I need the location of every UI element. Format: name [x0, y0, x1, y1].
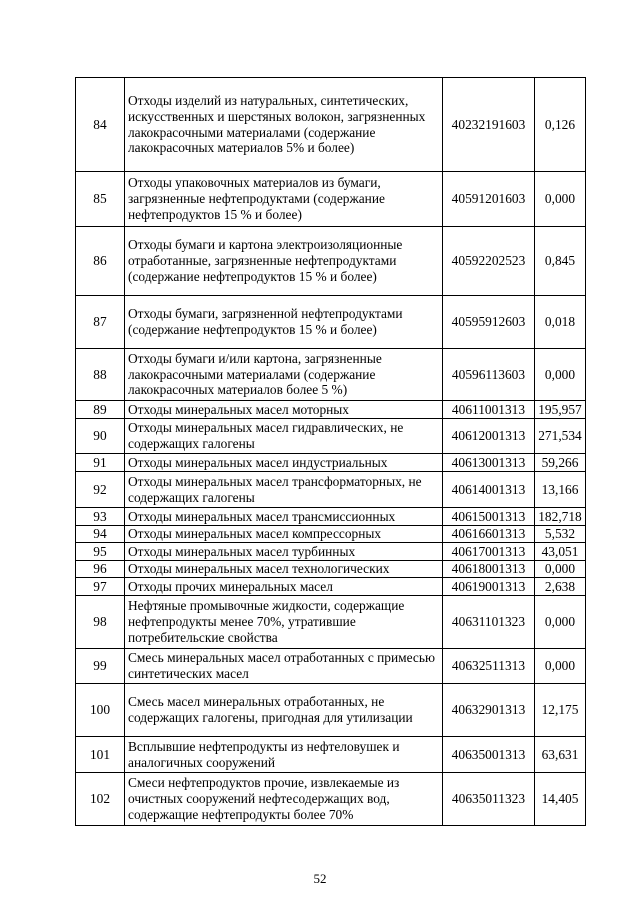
row-number: 85 [76, 172, 125, 227]
waste-name: Отходы изделий из натуральных, синтетических, искусственных и шерстяных волокон, загрязненных лакокрасочными материалами (содержание лакокрасочных материалов 5% и более) [125, 78, 443, 172]
waste-amount: 14,405 [535, 773, 586, 826]
waste-amount: 13,166 [535, 472, 586, 508]
table-row [76, 508, 586, 526]
row-number: 91 [76, 454, 125, 472]
fkko-code: 40596113603 [443, 349, 535, 401]
waste-amount: 0,000 [535, 596, 586, 649]
waste-name: Отходы минеральных масел турбинных [125, 543, 443, 561]
row-number: 94 [76, 526, 125, 543]
fkko-code: 40592202523 [443, 227, 535, 296]
fkko-code: 40618001313 [443, 561, 535, 578]
page-number: 52 [313, 871, 327, 886]
table-row [76, 684, 586, 737]
table-row [76, 78, 586, 172]
waste-amount: 5,532 [535, 526, 586, 543]
waste-table-body [76, 78, 586, 826]
waste-amount: 63,631 [535, 737, 586, 773]
waste-amount: 0,126 [535, 78, 586, 172]
waste-name: Отходы минеральных масел гидравлических, не содержащих галогены [125, 419, 443, 454]
row-number: 92 [76, 472, 125, 508]
table-row [76, 472, 586, 508]
waste-name: Отходы бумаги и/или картона, загрязненные лакокрасочными материалами (содержание лакокрасочных материалов более 5 %) [125, 349, 443, 401]
fkko-code: 40612001313 [443, 419, 535, 454]
fkko-code: 40613001313 [443, 454, 535, 472]
row-number: 90 [76, 419, 125, 454]
row-number: 99 [76, 649, 125, 684]
waste-amount: 0,000 [535, 172, 586, 227]
row-number: 86 [76, 227, 125, 296]
table-row [76, 172, 586, 227]
table-row [76, 526, 586, 543]
waste-amount: 0,000 [535, 349, 586, 401]
waste-name: Смесь масел минеральных отработанных, не содержащих галогены, пригодная для утилизации [125, 684, 443, 737]
waste-name: Отходы бумаги и картона электроизоляционные отработанные, загрязненные нефтепродуктами (содержание нефтепродуктов 15 % и более) [125, 227, 443, 296]
row-number: 97 [76, 578, 125, 596]
table-row [76, 773, 586, 826]
table-row [76, 561, 586, 578]
waste-name: Отходы минеральных масел трансмиссионных [125, 508, 443, 526]
table-row [76, 419, 586, 454]
fkko-code: 40635011323 [443, 773, 535, 826]
waste-name: Нефтяные промывочные жидкости, содержащие нефтепродукты менее 70%, утратившие потребительские свойства [125, 596, 443, 649]
waste-amount: 12,175 [535, 684, 586, 737]
waste-amount: 0,018 [535, 296, 586, 349]
fkko-code: 40631101323 [443, 596, 535, 649]
waste-name: Смеси нефтепродуктов прочие, извлекаемые из очистных сооружений нефтесодержащих вод, содержащие нефтепродукты более 70% [125, 773, 443, 826]
table-row [76, 543, 586, 561]
row-number: 101 [76, 737, 125, 773]
fkko-code: 40615001313 [443, 508, 535, 526]
fkko-code: 40595912603 [443, 296, 535, 349]
row-number: 89 [76, 401, 125, 419]
waste-amount: 0,000 [535, 561, 586, 578]
waste-name: Отходы минеральных масел трансформаторных, не содержащих галогены [125, 472, 443, 508]
waste-amount: 0,845 [535, 227, 586, 296]
row-number: 96 [76, 561, 125, 578]
fkko-code: 40632901313 [443, 684, 535, 737]
fkko-code: 40619001313 [443, 578, 535, 596]
table-row [76, 401, 586, 419]
table-row [76, 454, 586, 472]
fkko-code: 40614001313 [443, 472, 535, 508]
waste-name: Отходы прочих минеральных масел [125, 578, 443, 596]
waste-name: Всплывшие нефтепродукты из нефтеловушек и аналогичных сооружений [125, 737, 443, 773]
waste-amount: 2,638 [535, 578, 586, 596]
table-row [76, 578, 586, 596]
table-row [76, 737, 586, 773]
waste-name: Отходы бумаги, загрязненной нефтепродуктами (содержание нефтепродуктов 15 % и более) [125, 296, 443, 349]
row-number: 87 [76, 296, 125, 349]
waste-name: Отходы минеральных масел моторных [125, 401, 443, 419]
fkko-code: 40232191603 [443, 78, 535, 172]
row-number: 93 [76, 508, 125, 526]
table-row [76, 227, 586, 296]
waste-table [75, 77, 586, 826]
table-row [76, 349, 586, 401]
waste-amount: 182,718 [535, 508, 586, 526]
row-number: 102 [76, 773, 125, 826]
waste-amount: 59,266 [535, 454, 586, 472]
waste-amount: 0,000 [535, 649, 586, 684]
row-number: 100 [76, 684, 125, 737]
fkko-code: 40635001313 [443, 737, 535, 773]
row-number: 84 [76, 78, 125, 172]
row-number: 88 [76, 349, 125, 401]
fkko-code: 40617001313 [443, 543, 535, 561]
row-number: 95 [76, 543, 125, 561]
fkko-code: 40632511313 [443, 649, 535, 684]
table-row [76, 649, 586, 684]
waste-amount: 43,051 [535, 543, 586, 561]
waste-name: Смесь минеральных масел отработанных с примесью синтетических масел [125, 649, 443, 684]
table-row [76, 596, 586, 649]
waste-name: Отходы минеральных масел технологических [125, 561, 443, 578]
fkko-code: 40611001313 [443, 401, 535, 419]
waste-name: Отходы минеральных масел компрессорных [125, 526, 443, 543]
row-number: 98 [76, 596, 125, 649]
waste-name: Отходы минеральных масел индустриальных [125, 454, 443, 472]
waste-amount: 195,957 [535, 401, 586, 419]
fkko-code: 40591201603 [443, 172, 535, 227]
fkko-code: 40616601313 [443, 526, 535, 543]
table-row [76, 296, 586, 349]
waste-name: Отходы упаковочных материалов из бумаги, загрязненные нефтепродуктами (содержание нефтепродуктов 15 % и более) [125, 172, 443, 227]
waste-amount: 271,534 [535, 419, 586, 454]
